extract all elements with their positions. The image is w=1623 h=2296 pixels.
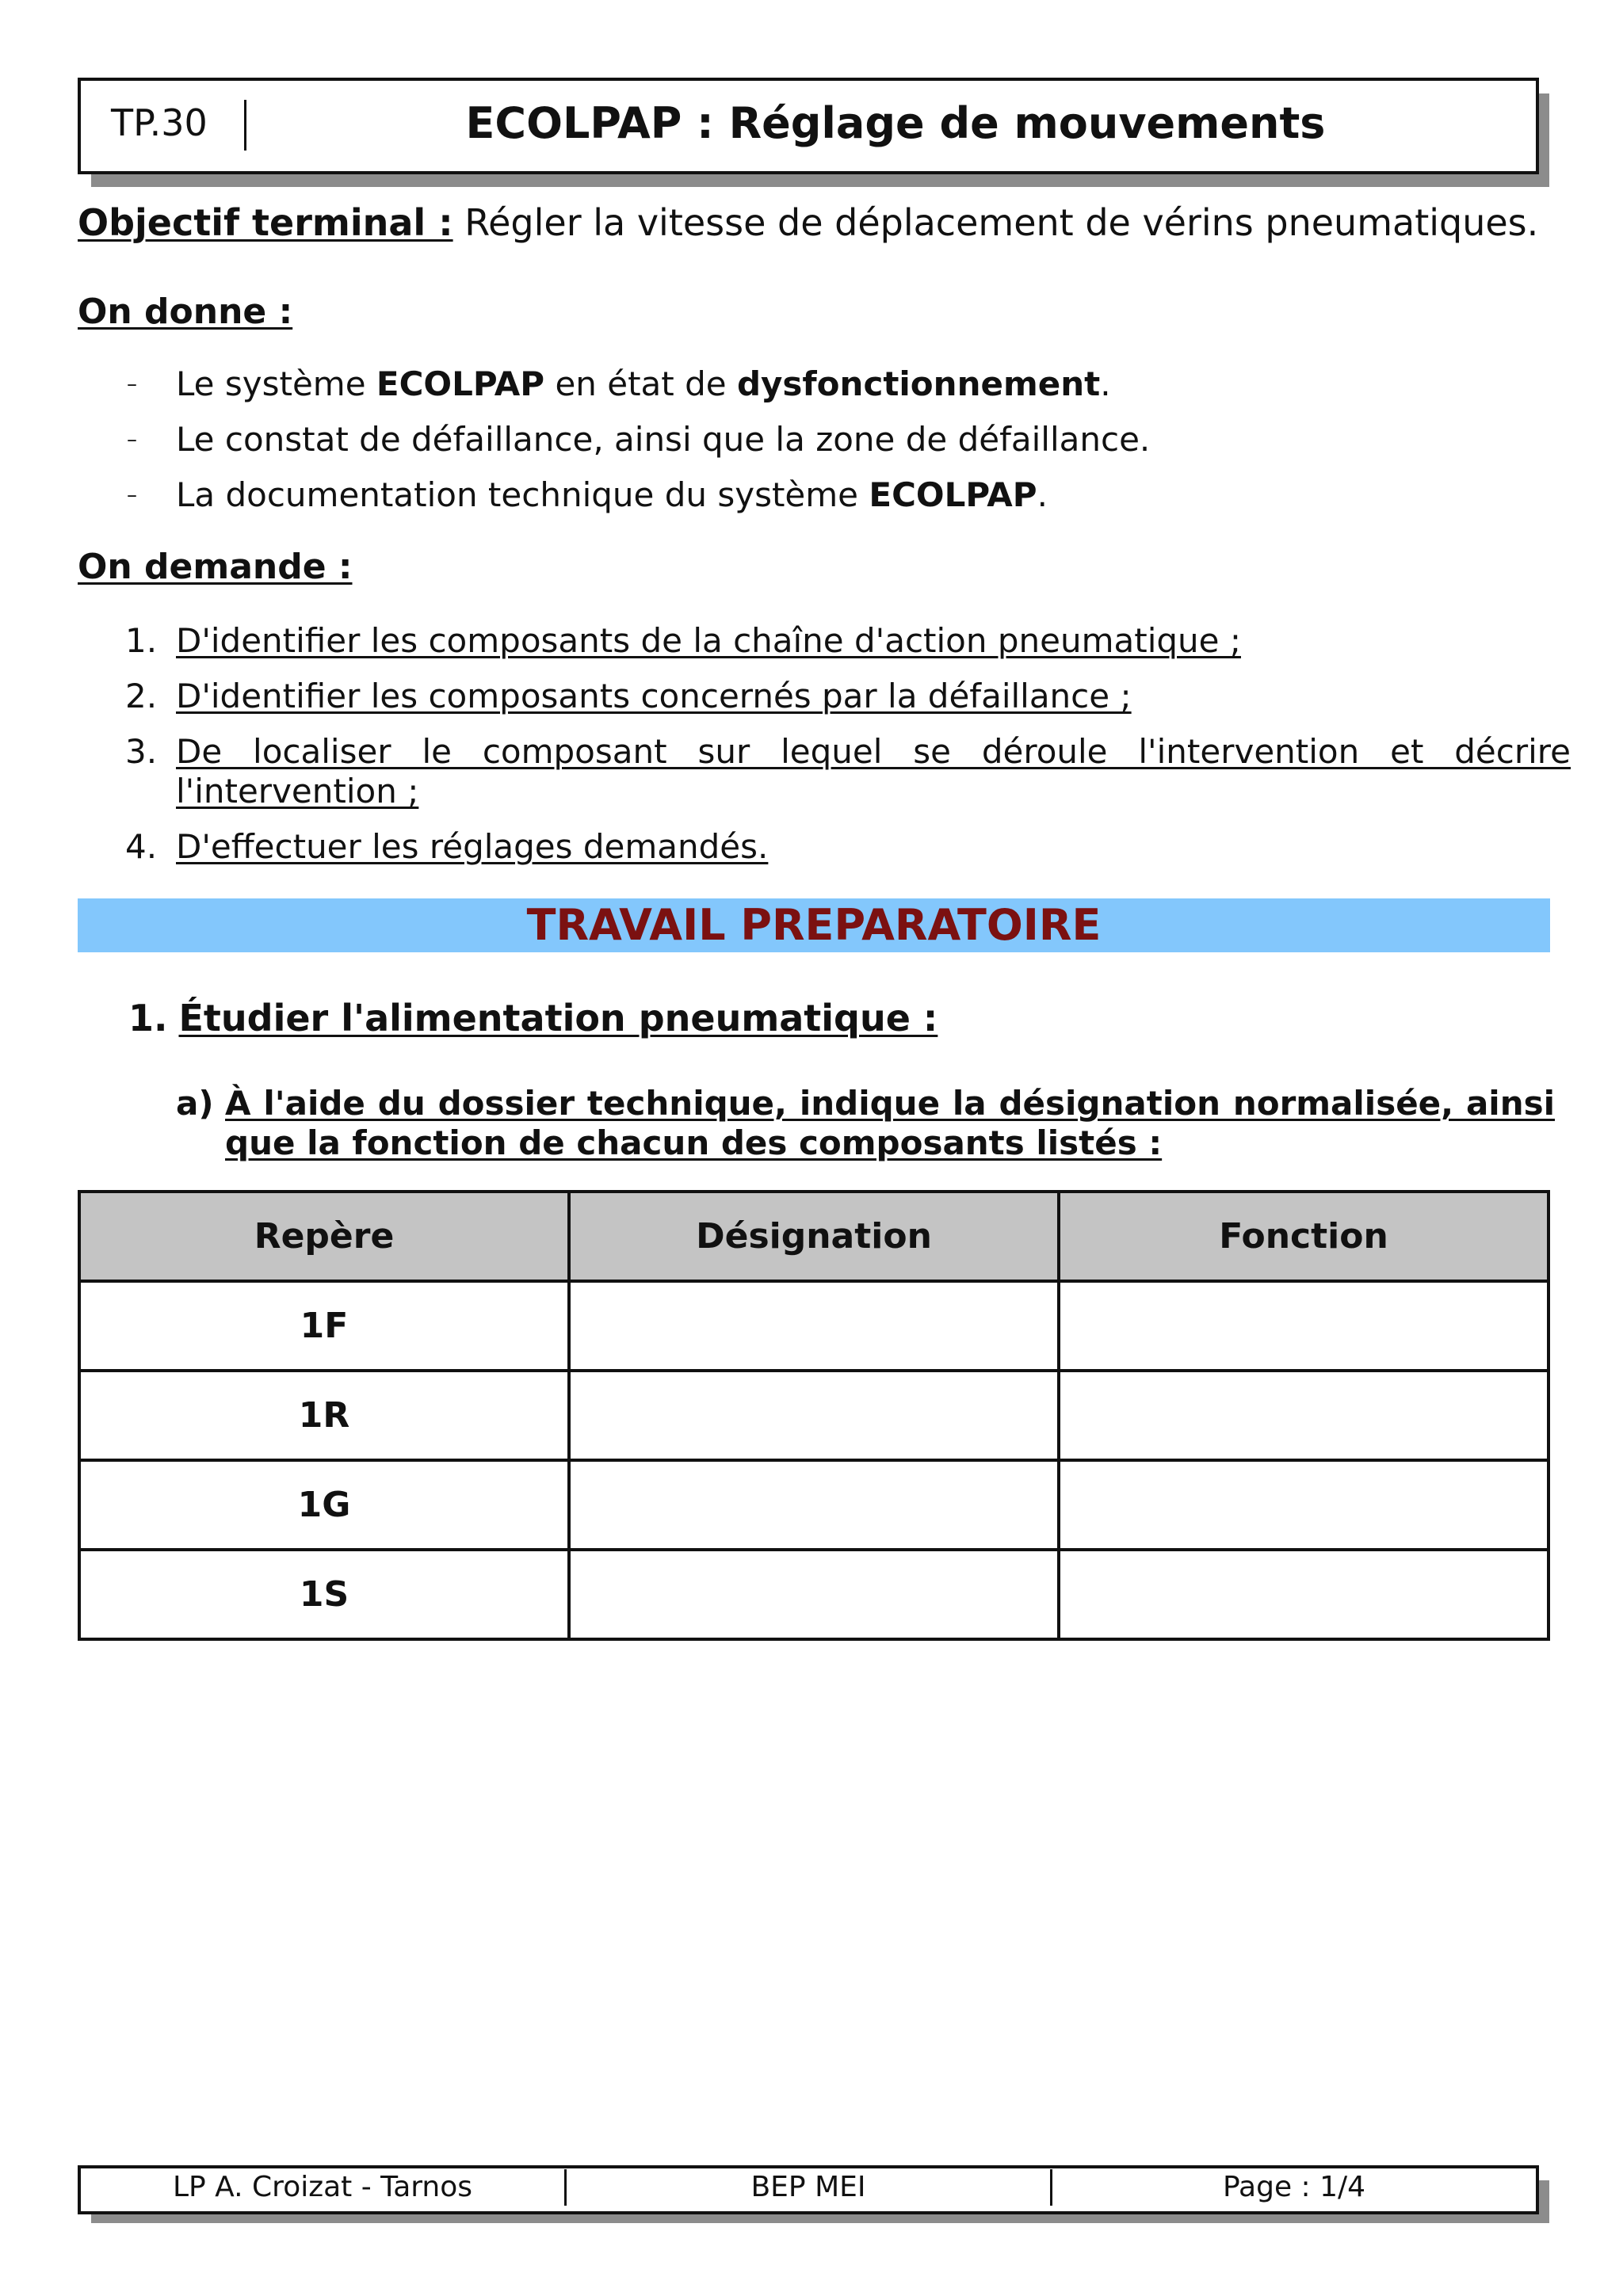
asked-heading: On demande : bbox=[78, 547, 353, 587]
subquestion-text: À l'aide du dossier technique, indique la désignation normalisée, ainsi que la fonction de chacun des composants listés : bbox=[225, 1084, 1555, 1162]
cell-fonction[interactable] bbox=[1059, 1371, 1549, 1460]
study-heading bbox=[128, 997, 938, 1039]
given-text: . bbox=[1037, 475, 1048, 514]
cell-designation[interactable] bbox=[569, 1371, 1059, 1460]
given-heading: On donne : bbox=[78, 292, 293, 332]
asked-text: D'identifier les composants concernés par la défaillance ; bbox=[176, 677, 1132, 715]
subquestion bbox=[176, 1084, 1555, 1163]
given-item bbox=[127, 420, 1151, 459]
table-row bbox=[79, 1281, 1549, 1371]
dash-bullet: – bbox=[127, 428, 137, 452]
given-item bbox=[127, 475, 1048, 514]
col-header-designation: Désignation bbox=[569, 1192, 1059, 1281]
section-banner-title: TRAVAIL PREPARATOIRE bbox=[526, 900, 1102, 950]
given-text: La documentation technique du système bbox=[176, 475, 869, 514]
asked-text: De localiser le composant sur lequel se déroule l'intervention et décrire l'intervention ; bbox=[176, 732, 1571, 810]
cell-repere: 1F bbox=[79, 1281, 569, 1371]
item-number: 2. bbox=[125, 677, 158, 715]
study-title: Étudier l'alimentation pneumatique : bbox=[178, 997, 938, 1039]
cell-designation[interactable] bbox=[569, 1281, 1059, 1371]
objective-label: Objectif terminal : bbox=[78, 201, 453, 244]
table-row bbox=[79, 1550, 1549, 1639]
asked-item bbox=[125, 621, 1241, 660]
cell-repere: 1S bbox=[79, 1550, 569, 1639]
asked-item bbox=[125, 677, 1132, 715]
item-number: 3. bbox=[125, 732, 158, 771]
page-title: ECOLPAP : Réglage de mouvements bbox=[465, 98, 1326, 148]
given-text: Le constat de défaillance, ainsi que la zone de défaillance. bbox=[176, 420, 1151, 459]
footer-school: LP A. Croizat - Tarnos bbox=[172, 2171, 473, 2203]
objective-text: Régler la vitesse de déplacement de vérins pneumatiques. bbox=[453, 201, 1539, 244]
asked-text: D'effectuer les réglages demandés. bbox=[176, 827, 769, 866]
study-number: 1. bbox=[128, 997, 168, 1039]
cell-repere: 1G bbox=[79, 1460, 569, 1550]
table-row bbox=[79, 1371, 1549, 1460]
subquestion-body bbox=[176, 1084, 1555, 1163]
cell-designation[interactable] bbox=[569, 1550, 1059, 1639]
header-divider bbox=[244, 100, 246, 151]
given-text: Le système bbox=[176, 364, 376, 403]
subquestion-label: a) bbox=[176, 1084, 214, 1123]
given-strong: ECOLPAP bbox=[869, 475, 1037, 514]
asked-item bbox=[125, 732, 1571, 811]
cell-fonction[interactable] bbox=[1059, 1460, 1549, 1550]
given-item bbox=[127, 364, 1111, 403]
dash-bullet: – bbox=[127, 483, 137, 507]
given-strong: ECOLPAP bbox=[376, 364, 545, 403]
table-row bbox=[79, 1460, 1549, 1550]
col-header-fonction: Fonction bbox=[1059, 1192, 1549, 1281]
cell-repere: 1R bbox=[79, 1371, 569, 1460]
components-table bbox=[78, 1190, 1550, 1641]
col-header-repere: Repère bbox=[79, 1192, 569, 1281]
cell-designation[interactable] bbox=[569, 1460, 1059, 1550]
dash-bullet: – bbox=[127, 372, 137, 396]
cell-fonction[interactable] bbox=[1059, 1281, 1549, 1371]
asked-item bbox=[125, 827, 769, 866]
given-text: . bbox=[1100, 364, 1111, 403]
cell-fonction[interactable] bbox=[1059, 1550, 1549, 1639]
asked-text: D'identifier les composants de la chaîne d'action pneumatique ; bbox=[176, 621, 1241, 660]
footer-page: Page : 1/4 bbox=[1222, 2171, 1366, 2203]
tp-code: TP.30 bbox=[111, 101, 208, 144]
item-number: 4. bbox=[125, 827, 158, 866]
objective bbox=[78, 201, 1538, 244]
table-header-row bbox=[79, 1192, 1549, 1281]
footer-course: BEP MEI bbox=[750, 2171, 866, 2203]
item-number: 1. bbox=[125, 621, 158, 660]
given-text: en état de bbox=[544, 364, 737, 403]
given-strong: dysfonctionnement bbox=[736, 364, 1101, 403]
